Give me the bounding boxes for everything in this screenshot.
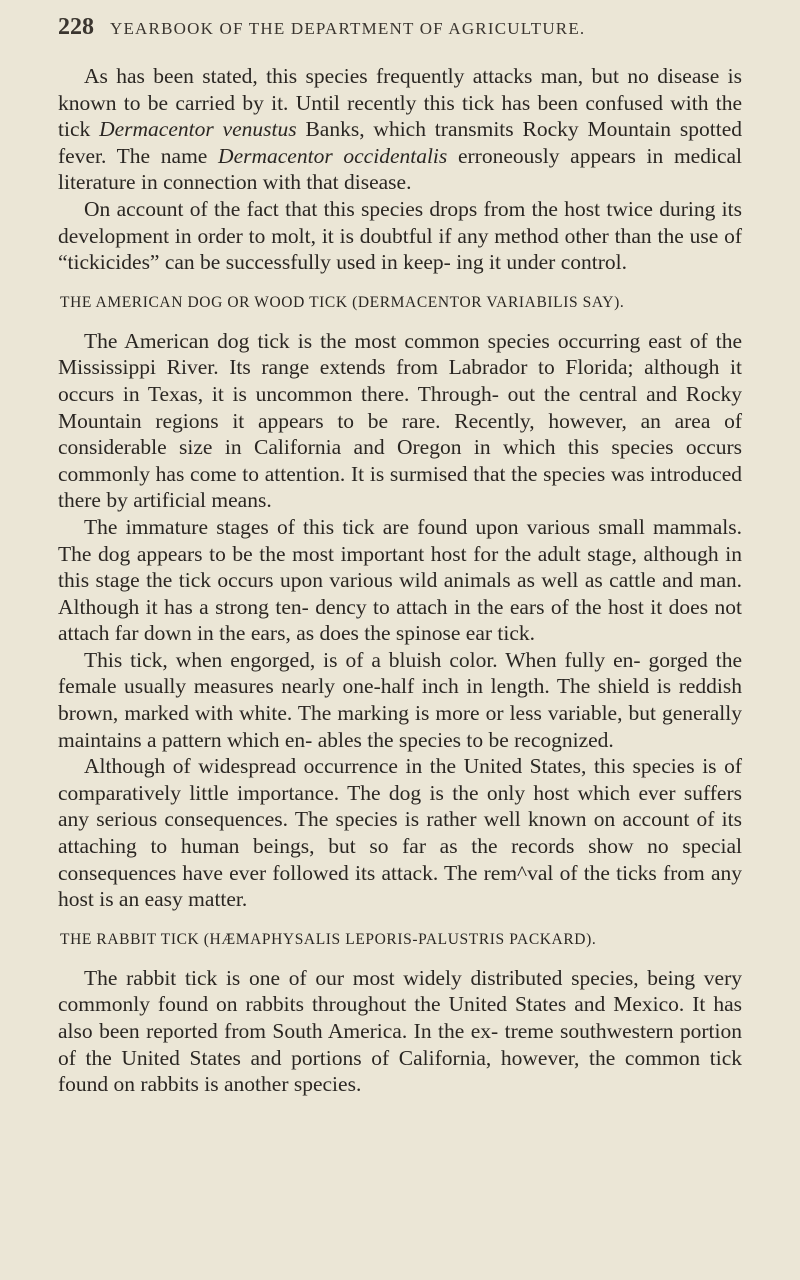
- paragraph-7: The rabbit tick is one of our most widely distributed species, being very commonly found on rabbits throughout the United States and Mexico. It has also been reported from South America. In the ex- treme southwestern portion of the United States and portions of California, however, the common tick found on rabbits is another species.: [58, 965, 742, 1097]
- section-heading-dog-tick: THE AMERICAN DOG OR WOOD TICK (DERMACENTOR VARIABILIS SAY).: [60, 293, 625, 311]
- paragraph-1-text-b: Banks, which transmits Rocky Mountain spotted fever. The name: [58, 117, 743, 168]
- paragraph-2: On account of the fact that this species drops from the host twice during its development in order to molt, it is doubtful if any method other than the use of “tickicides” can be successfully used in keep- ing it under control.: [58, 196, 742, 275]
- paragraph-1-text-c: erroneously appears in medical literature in connection with that disease.: [58, 143, 742, 195]
- running-head: YEARBOOK OF THE DEPARTMENT OF AGRICULTURE.: [110, 19, 586, 38]
- paragraph-1: [58, 63, 742, 196]
- paragraph-4: The immature stages of this tick are found upon various small mammals. The dog appears to be the most important host for the adult stage, although in this stage the tick occurs upon various wild animals as well as cattle and man. Although it has a strong ten- dency to attach in the ears of the host it does not attach far down in the ears, as does the spinose ear tick.: [58, 514, 742, 646]
- paragraph-1-text-a: As has been stated, this species frequently attacks man, but no disease is known to be carried by it. Until recently this tick has been confused with the tick: [58, 64, 742, 142]
- paragraph-6: Although of widespread occurrence in the United States, this species is of comparatively little importance. The dog is the only host which ever suffers any serious consequences. The species is rather well known on account of its attaching to human beings, but so far as the records show no special consequences have ever followed its attack. The rem^val of the ticks from any host is an easy matter.: [58, 754, 742, 912]
- species-name-venustus: Dermacentor venustus: [99, 117, 297, 142]
- section-heading-rabbit-tick: THE RABBIT TICK (HÆMAPHYSALIS LEPORIS-PALUSTRIS PACKARD).: [60, 930, 597, 948]
- paragraph-5: This tick, when engorged, is of a bluish color. When fully en- gorged the female usually measures nearly one-half inch in length. The shield is reddish brown, marked with white. The marking is more or less variable, but generally maintains a pattern which en- ables the species to be recognized.: [58, 647, 742, 752]
- paragraph-3: The American dog tick is the most common species occurring east of the Mississippi River. Its range extends from Labrador to Florida; although it occurs in Texas, it is uncommon there. Through- out the central and Rocky Mountain regions it appears to be rare. Recently, however, an area of considerable size in California and Oregon in which this species occurs commonly has come to attention. It is surmised that the species was introduced there by artificial means.: [58, 328, 742, 513]
- page-header: [58, 14, 742, 41]
- page-number: 228: [58, 14, 94, 40]
- species-name-occidentalis: Dermacentor occidentalis: [218, 143, 448, 168]
